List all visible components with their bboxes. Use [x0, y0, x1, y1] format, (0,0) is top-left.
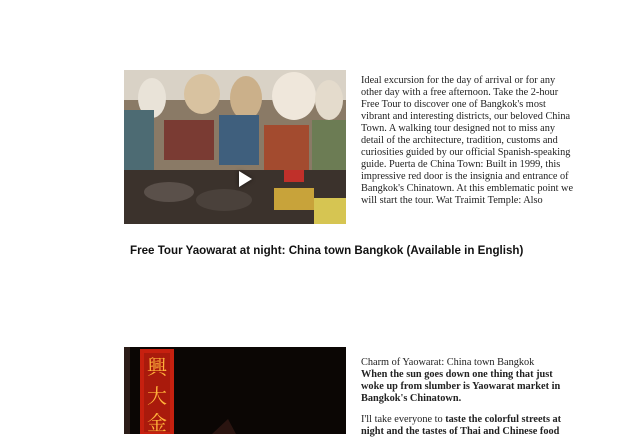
tour-description: Ideal excursion for the day of arrival or for any other day with a free afternoon. Take the 2-hour Free Tour to discover one of Bangkok's most vibrant and interesting districts, our beloved China Town. A walking tour designed not to miss any detail of the architecture, tradition, customs and curiosities guided by our official Spanish-speaking guide. Puerta de China Town: Built in 1999, this impressive red door is the insignia and entrance of Bangkok's Chinatown. At this emblematic point we will start the tour. Wat Traimit Temple: Also: [361, 75, 574, 206]
tour-video-thumbnail[interactable]: [124, 70, 346, 224]
sign-char-3: 金: [147, 411, 167, 435]
night-street-image: [124, 347, 346, 434]
sign-char-1: 興: [147, 355, 167, 379]
play-icon: [239, 171, 252, 187]
play-button[interactable]: [233, 168, 257, 190]
tour-description-2: [361, 357, 575, 437]
sign-char-2: 大: [147, 384, 167, 408]
market-scene-image: [124, 70, 346, 224]
tour-intro: Charm of Yaowarat: China town Bangkok When the sun goes down one thing that just woke up from slumber is Yaowarat market in Bangkok's Chinatown.: [361, 357, 561, 404]
tour-image-thumbnail[interactable]: [124, 347, 346, 434]
tour-title[interactable]: Free Tour Yaowarat at night: China town Bangkok (Available in English): [130, 244, 524, 257]
tour-paragraph: I'll take everyone to taste the colorful streets at night and the tastes of Thai and Chinese food: [361, 414, 562, 437]
tour-highlight: When the sun goes down one thing that just woke up from slumber is Yaowarat market in Bangkok's Chinatown.: [361, 369, 561, 404]
